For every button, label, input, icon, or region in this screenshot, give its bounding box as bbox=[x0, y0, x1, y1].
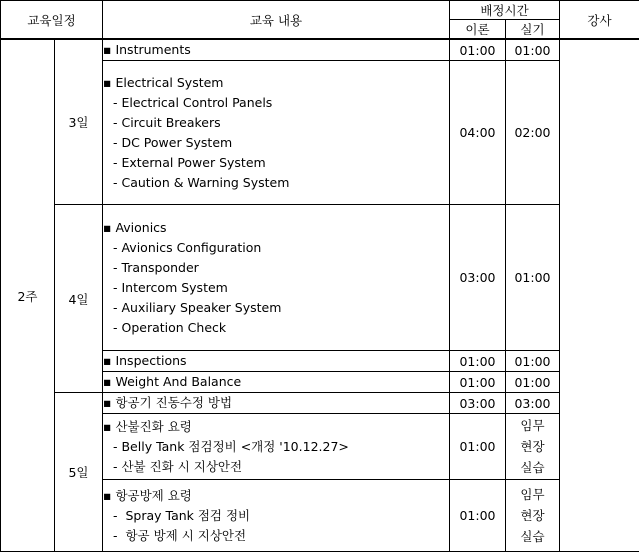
content-line: ▪ Weight And Balance bbox=[103, 372, 449, 392]
content-line: - Operation Check bbox=[103, 318, 449, 338]
content-line: ▪ 항공기 진동수정 방법 bbox=[103, 393, 449, 413]
theory-cell: 01:00 bbox=[450, 39, 506, 61]
practice-line: 현장 bbox=[506, 505, 559, 526]
content-cell bbox=[103, 393, 450, 414]
practice-cell: 02:00 bbox=[506, 61, 560, 205]
content-line: ▪ Avionics bbox=[103, 218, 449, 238]
theory-cell: 01:00 bbox=[450, 351, 506, 372]
content-line: - Auxiliary Speaker System bbox=[103, 298, 449, 318]
content-line: ▪ Electrical System bbox=[103, 73, 449, 93]
header-instructor: 강사 bbox=[560, 1, 639, 40]
day-cell-4: 4일 bbox=[55, 205, 103, 393]
week-cell: 2주 bbox=[1, 39, 55, 552]
content-line: - Transponder bbox=[103, 258, 449, 278]
header-content: 교육 내용 bbox=[103, 1, 450, 40]
content-line: - 항공 방제 시 지상안전 bbox=[103, 526, 449, 546]
content-cell bbox=[103, 61, 450, 205]
content-line: - 산불 진화 시 지상안전 bbox=[103, 457, 449, 477]
header-theory: 이론 bbox=[450, 20, 506, 40]
practice-cell: 01:00 bbox=[506, 205, 560, 351]
content-line: - DC Power System bbox=[103, 133, 449, 153]
practice-cell: 01:00 bbox=[506, 39, 560, 61]
theory-cell: 04:00 bbox=[450, 61, 506, 205]
theory-cell: 01:00 bbox=[450, 372, 506, 393]
content-line: - Spray Tank 점검 정비 bbox=[103, 506, 449, 526]
header-schedule: 교육일정 bbox=[1, 1, 103, 40]
content-line: - Circuit Breakers bbox=[103, 113, 449, 133]
practice-cell: 03:00 bbox=[506, 393, 560, 414]
content-cell bbox=[103, 414, 450, 480]
content-line: - Intercom System bbox=[103, 278, 449, 298]
theory-cell: 03:00 bbox=[450, 393, 506, 414]
content-cell bbox=[103, 480, 450, 552]
practice-cell: 01:00 bbox=[506, 351, 560, 372]
content-cell bbox=[103, 205, 450, 351]
day-cell-3: 3일 bbox=[55, 39, 103, 205]
practice-line: 임무 bbox=[506, 484, 559, 505]
theory-cell: 01:00 bbox=[450, 480, 506, 552]
practice-line: 현장 bbox=[506, 436, 559, 457]
content-cell bbox=[103, 39, 450, 61]
theory-cell: 01:00 bbox=[450, 414, 506, 480]
content-line: - Electrical Control Panels bbox=[103, 93, 449, 113]
content-line: - Caution & Warning System bbox=[103, 173, 449, 193]
header-practice: 실기 bbox=[506, 20, 560, 40]
practice-line: 임무 bbox=[506, 415, 559, 436]
day-cell-5: 5일 bbox=[55, 393, 103, 552]
practice-line: 실습 bbox=[506, 526, 559, 547]
content-cell bbox=[103, 372, 450, 393]
practice-cell: 01:00 bbox=[506, 372, 560, 393]
practice-cell bbox=[506, 414, 560, 480]
content-line: - Avionics Configuration bbox=[103, 238, 449, 258]
content-line: - Belly Tank 점검정비 <개정 '10.12.27> bbox=[103, 437, 449, 457]
instructor-cell bbox=[560, 39, 639, 552]
content-line: ▪ 항공방제 요령 bbox=[103, 486, 449, 506]
theory-cell: 03:00 bbox=[450, 205, 506, 351]
content-line: ▪ Instruments bbox=[103, 40, 449, 60]
content-cell bbox=[103, 351, 450, 372]
content-line: ▪ Inspections bbox=[103, 351, 449, 371]
practice-cell bbox=[506, 480, 560, 552]
content-line: ▪ 산불진화 요령 bbox=[103, 417, 449, 437]
content-line: - External Power System bbox=[103, 153, 449, 173]
practice-line: 실습 bbox=[506, 457, 559, 478]
header-allocated-time: 배정시간 bbox=[450, 1, 560, 20]
